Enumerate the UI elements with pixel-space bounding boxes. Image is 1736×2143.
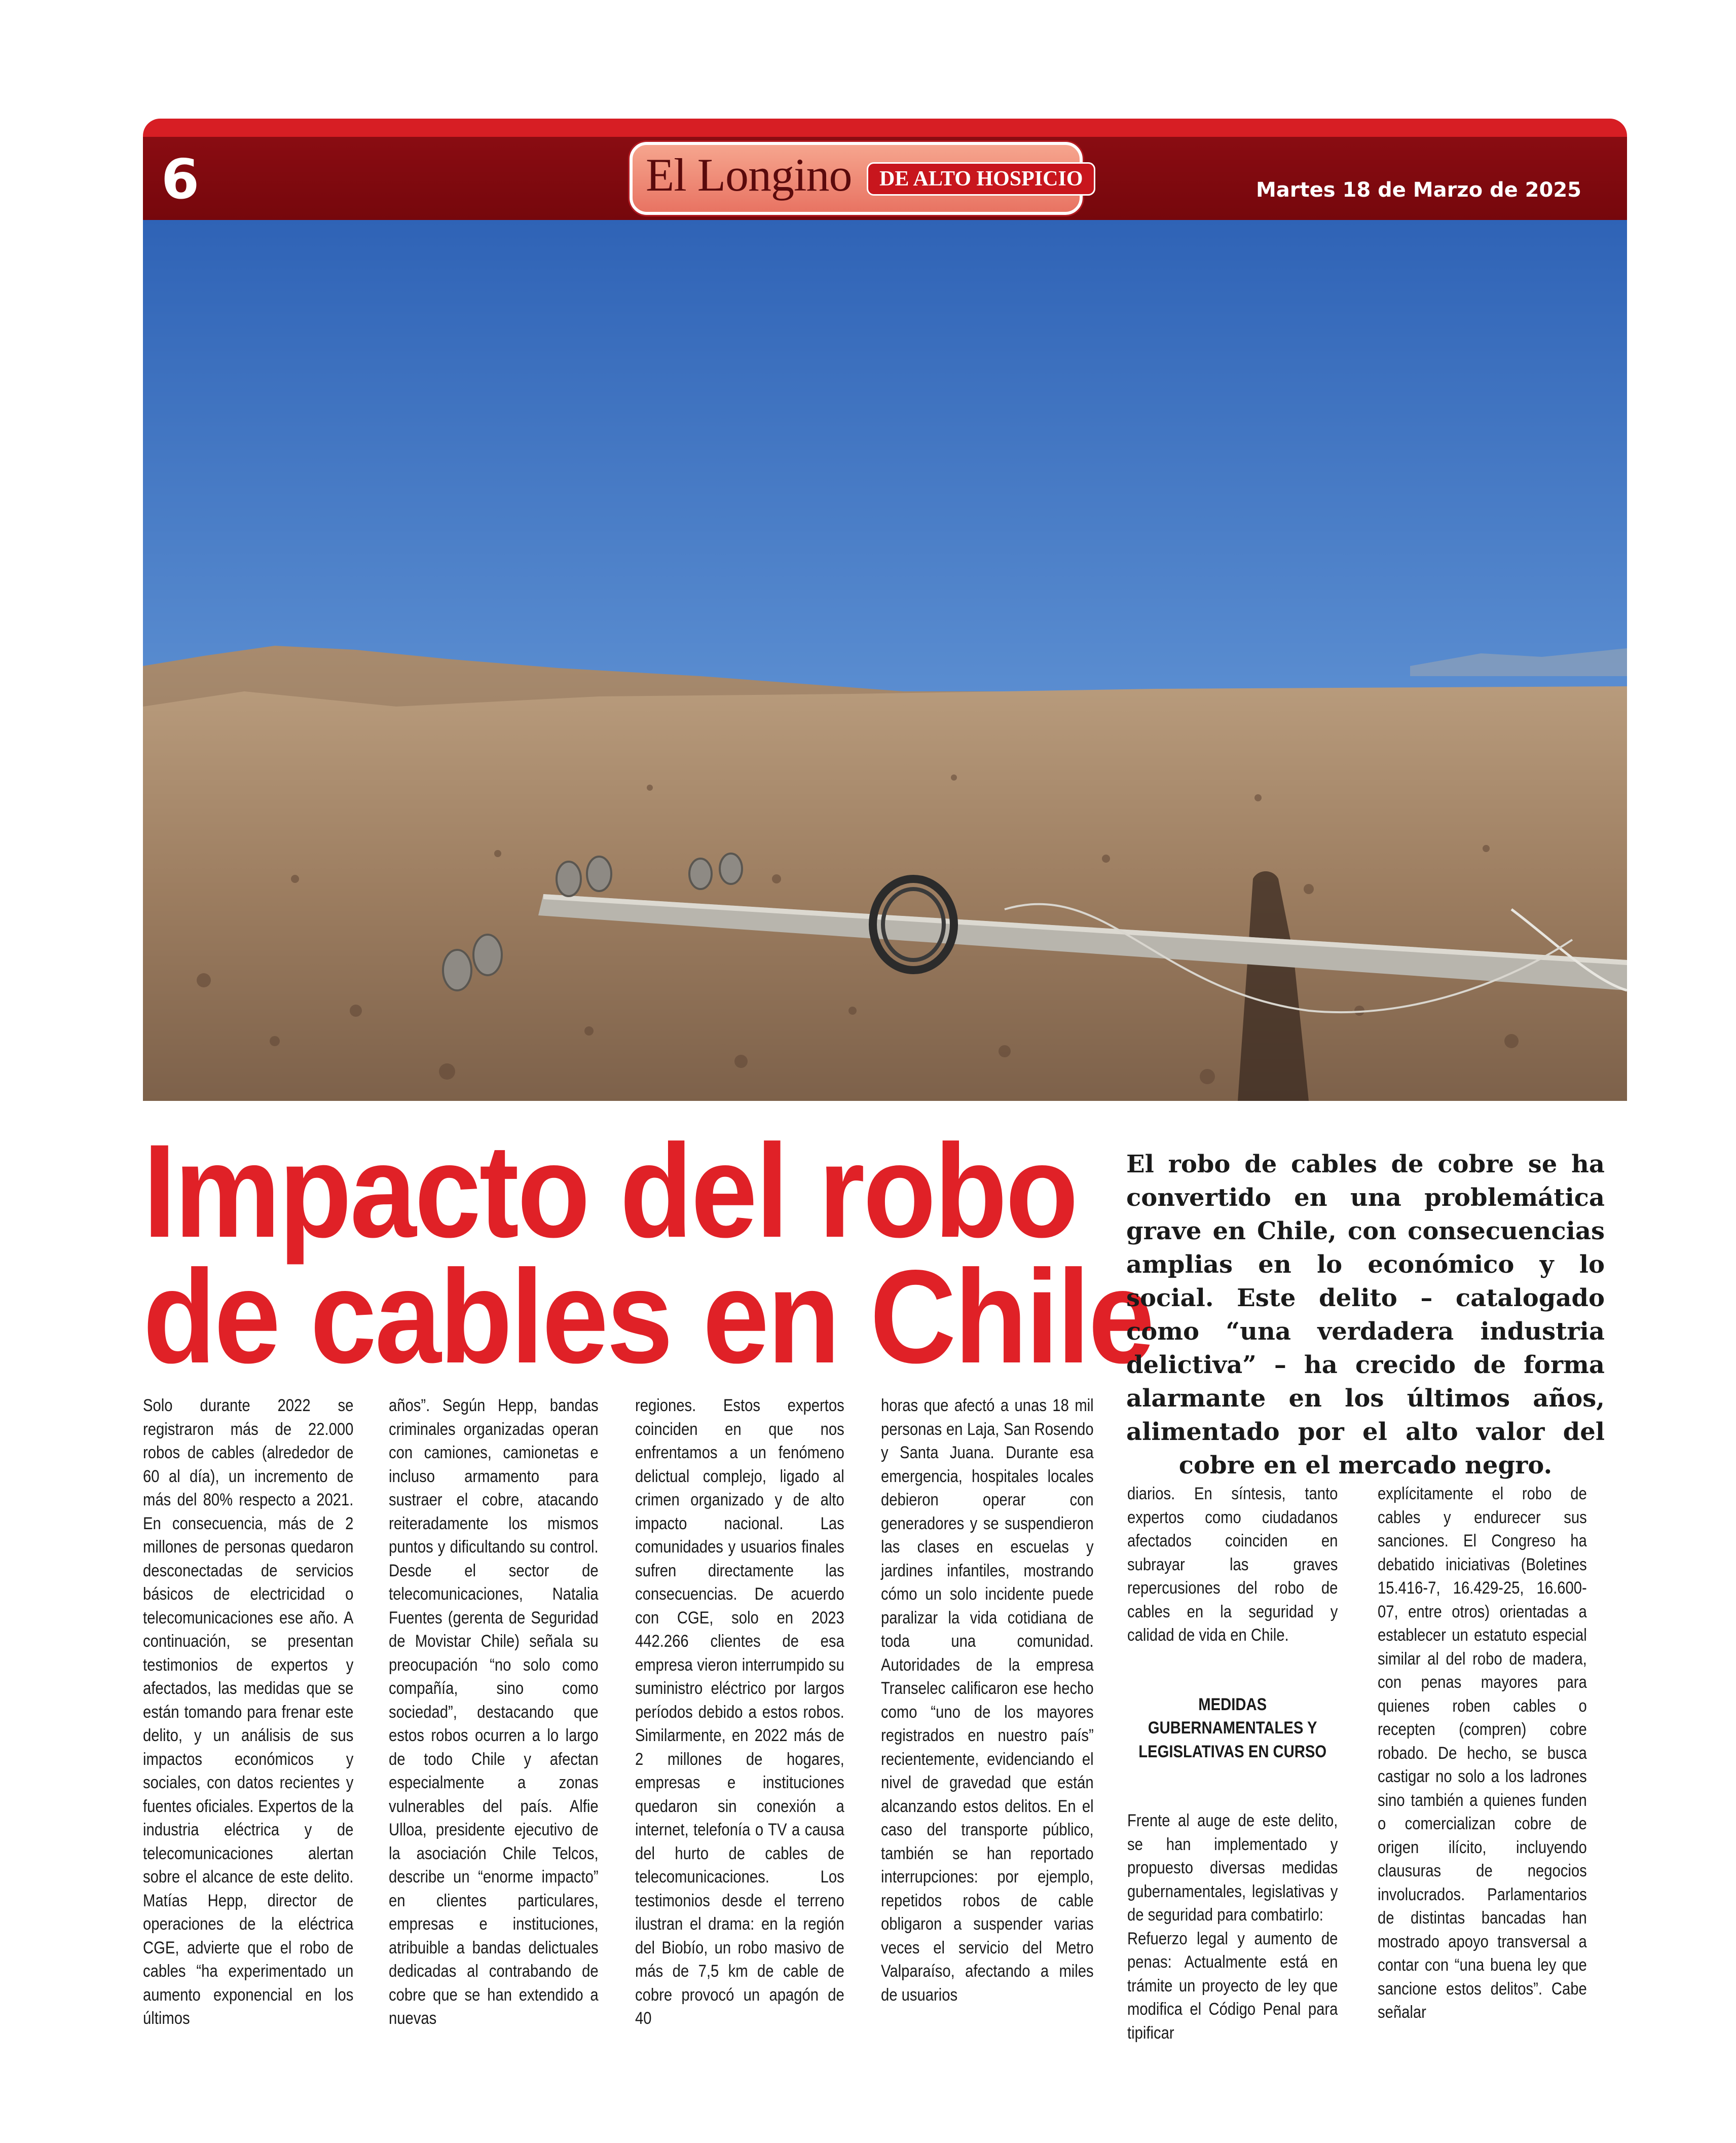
desert-fallen-power-pole-photo (143, 220, 1627, 1101)
article-photo (143, 220, 1627, 1101)
article-lead: El robo de cables de cobre se ha convertido en una problemática grave en Chile, con consecuencias amplias en lo económico y lo social. Este delito – catalogado como “una verdadera industria delictiva” – ha crecido de forma alarmante en los últimos años, alimentado por el alto valor del cobre en el mercado negro. (1126, 1150, 1605, 1480)
body-column-1 (143, 1394, 353, 2030)
masthead-subtitle: DE ALTO HOSPICIO (867, 162, 1095, 196)
body-text: años”. Según Hepp, bandas criminales organizadas operan con camiones, camionetas e incluso armamento para sustraer el cobre, atacando reiteradamente los mismos puntos y dificultando su control. Desde el sector de telecomunicaciones, Natalia Fuentes (gerenta de Seguridad de Movistar Chile) señala su preocupación “no solo como compañía, sino como sociedad”, destacando que estos robos ocurren a lo largo de todo Chile y afectan especialmente a zonas vulnerables del país. Alfie Ulloa, presidente ejecutivo de la asociación Chile Telcos, describe un “enorme impacto” en clientes particulares, empresas e instituciones, atribuible a bandas delictuales dedicadas al contrabando de cobre que se han extendido a nuevas (389, 1396, 599, 2028)
page-number: 6 (161, 148, 200, 211)
body-column-6 (1378, 1482, 1587, 2024)
body-column-4 (881, 1394, 1094, 2007)
body-column-5 (1127, 1482, 1338, 2045)
body-text: Frente al auge de este delito, se han implementado y propuesto diversas medidas gubernamentales, legislativas y de seguridad para combatirlo: (1127, 1811, 1338, 1925)
issue-date: Martes 18 de Marzo de 2025 (1256, 178, 1582, 202)
body-text: diarios. En síntesis, tanto expertos como ciudadanos afectados coinciden en subrayar las graves repercusiones del robo de cables en la seguridad y calidad de vida en Chile. (1127, 1484, 1338, 1645)
body-column-3 (635, 1394, 844, 2030)
article-headline (143, 1117, 1153, 1391)
body-text: Refuerzo legal y aumento de penas: Actualmente está en trámite un proyecto de ley que modifica el Código Penal para tipificar (1127, 1929, 1338, 2043)
body-text: Solo durante 2022 se registraron más de 22.000 robos de cables (alrededor de 60 al día), un incremento de más del 80% respecto a 2021. En consecuencia, más de 2 millones de personas quedaron desconectadas de servicios básicos de electricidad o telecomunicaciones ese año. A continuación, se presentan testimonios de expertos y afectados, las medidas que se están tomando para frenar este delito, y un análisis de sus impactos económicos y sociales, con datos recientes y fuentes oficiales. Expertos de la industria eléctrica y de telecomunicaciones alertan sobre el alcance de este delito. Matías Hepp, director de operaciones de la eléctrica CGE, advierte que el robo de cables “ha experimentado un aumento exponencial en los últimos (143, 1396, 354, 2028)
headline-line-1: Impacto del robo (143, 1117, 1077, 1265)
body-text: explícitamente el robo de cables y endurecer sus sanciones. El Congreso ha debatido iniciativas (Boletines 15.416-7, 16.429-25, 16.600-07, entre otros) orientadas a establecer un estatuto especial similar al del robo de madera, con penas mayores para quienes roben cables o recepten (compren) cobre robado. De hecho, se busca castigar no solo a los ladrones sino también a quienes funden o comercializan cobre de origen ilícito, incluyendo clausuras de negocios involucrados. Parlamentarios de distintas bancadas han mostrado apoyo transversal a contar con “una buena ley que sancione estos delitos”. Cabe señalar (1378, 1484, 1587, 2022)
body-text: horas que afectó a unas 18 mil personas en Laja, San Rosendo y Santa Juana. Durante esa emergencia, hospitales locales debieron operar con generadores y se suspendieron las clases en escuelas y jardines infantiles, mostrando cómo un solo incidente puede paralizar la vida cotidiana de toda una comunidad. Autoridades de la empresa Transelec calificaron ese hecho como “uno de los mayores registrados en nuestro país” recientemente, evidenciando el nivel de gravedad que están alcanzando estos delitos. En el caso del transporte público, también se han reportado interrupciones: por ejemplo, repetidos robos de cable obligaron a suspender varias veces el servicio del Metro Valparaíso, afectando a miles de usuarios (881, 1396, 1094, 2005)
section-subheading: MEDIDAS GUBERNAMENTALES Y LEGISLATIVAS EN CURSO (1138, 1694, 1327, 1761)
headline-line-2: de cables en Chile (143, 1242, 1153, 1391)
masthead-logo (630, 142, 1083, 215)
masthead-title: El Longino (646, 149, 852, 201)
body-text: regiones. Estos expertos coinciden en que nos enfrentamos a un fenómeno delictual complejo, ligado al crimen organizado y de alto impacto nacional. Las comunidades y usuarios finales sufren directamente las consecuencias. De acuerdo con CGE, solo en 2023 442.266 clientes de esa empresa vieron interrumpido su suministro eléctrico por largos períodos debido a estos robos. Similarmente, en 2022 más de 2 millones de hogares, empresas e instituciones quedaron sin conexión a internet, telefonía o TV a causa del hurto de cables de telecomunicaciones. Los testimonios desde el terreno ilustran el drama: en la región del Biobío, un robo masivo de más de 7,5 km de cable de cobre provocó un apagón de 40 (635, 1396, 844, 2028)
body-column-2 (389, 1394, 599, 2030)
